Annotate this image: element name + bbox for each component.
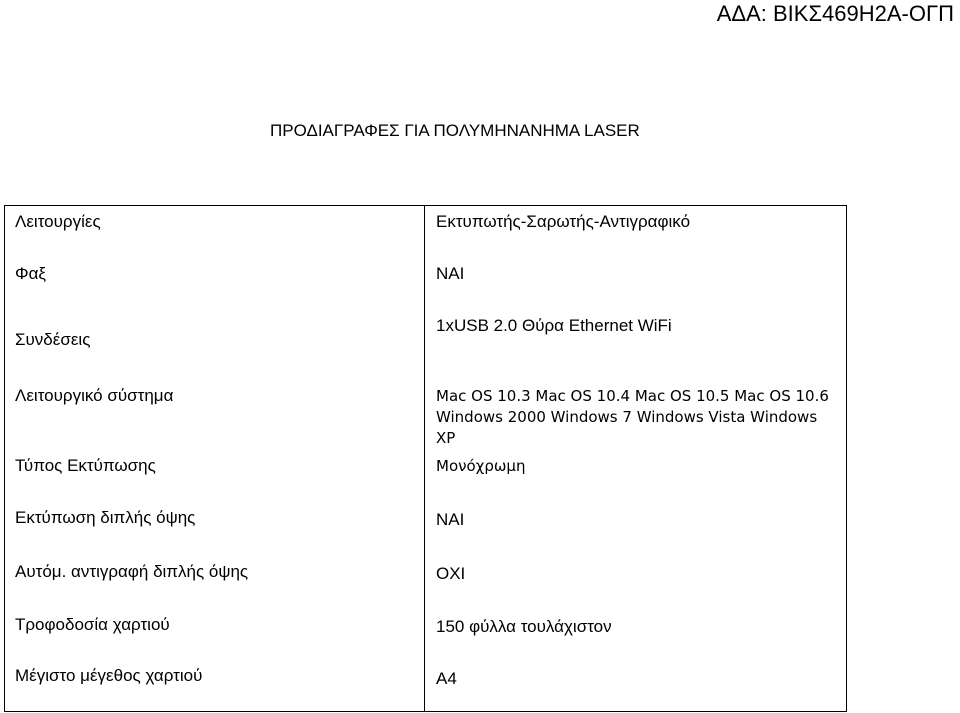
row-value-max-paper-size: Α4	[436, 669, 457, 688]
table-border-top	[4, 205, 847, 206]
row-label-print-type: Τύπος Εκτύπωσης	[15, 456, 156, 475]
row-value-paper-feed: 150 φύλλα τουλάχιστον	[436, 617, 612, 636]
document-title: ΠΡΟΔΙΑΓΡΑΦΕΣ ΓΙΑ ΠΟΛΥΜΗΝΑΝΗΜΑ LASER	[270, 121, 640, 140]
ada-code: ΑΔΑ: ΒΙΚΣ469Η2Α-ΟΓΠ	[716, 1, 954, 26]
row-label-paper-feed: Τροφοδοσία χαρτιού	[15, 615, 170, 634]
row-label-auto-duplex-copy: Αυτόμ. αντιγραφή διπλής όψης	[15, 562, 249, 581]
row-label-functions: Λειτουργίες	[15, 212, 101, 231]
table-border-divider	[424, 205, 425, 712]
table-border-left	[4, 205, 5, 712]
row-label-connections: Συνδέσεις	[15, 330, 91, 349]
row-value-connections: 1xUSB 2.0 Θύρα Ethernet WiFi	[436, 316, 672, 335]
row-value-os: Mac OS 10.3 Mac OS 10.4 Mac OS 10.5 Mac OS 10.6 Windows 2000 Windows 7 Windows Vista Windows XP	[436, 387, 829, 447]
row-value-fax: ΝΑΙ	[436, 264, 465, 283]
table-border-bottom	[4, 711, 847, 712]
row-value-print-type: Μονόχρωμη	[436, 457, 526, 475]
spec-table	[4, 205, 847, 712]
row-label-duplex-print: Εκτύπωση διπλής όψης	[15, 508, 196, 527]
row-value-functions: Εκτυπωτής-Σαρωτής-Αντιγραφικό	[436, 212, 691, 231]
row-label-max-paper-size: Μέγιστο μέγεθος χαρτιού	[15, 666, 203, 685]
row-label-fax: Φαξ	[15, 264, 47, 283]
row-label-os: Λειτουργικό σύστημα	[15, 386, 174, 405]
row-value-duplex-print: ΝΑΙ	[436, 510, 465, 529]
table-border-right	[846, 205, 847, 712]
row-value-auto-duplex-copy: ΟΧΙ	[436, 564, 466, 583]
